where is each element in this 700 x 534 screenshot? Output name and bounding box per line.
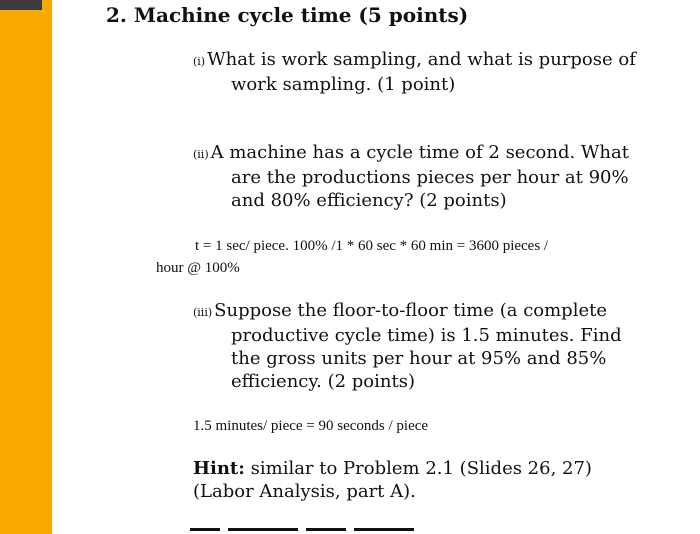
answer-ii-line-1: t = 1 sec/ piece. 100% /1 * 60 sec * 60 min = 3600 pieces / [195, 238, 549, 254]
question-iii [193, 299, 622, 393]
cut-off-next-line [190, 528, 450, 534]
question-ii-line-2: are the productions pieces per hour at 90% [231, 167, 629, 188]
question-ii [193, 141, 629, 212]
orange-sidebar [0, 0, 52, 534]
answer-iii-line-1: 1.5 minutes/ piece = 90 seconds / piece [193, 418, 429, 434]
question-iii-line-3: the gross units per hour at 95% and 85% [231, 348, 607, 369]
question-i-line-1: What is work sampling, and what is purpose of [207, 49, 636, 70]
question-iii-number: (iii) [193, 306, 213, 319]
answer-ii-line-2: hour @ 100% [156, 260, 240, 276]
question-ii-line-3: and 80% efficiency? (2 points) [231, 190, 507, 211]
question-iii-line-2: productive cycle time) is 1.5 minutes. Find [231, 325, 622, 346]
question-ii-line-1: A machine has a cycle time of 2 second. What [210, 142, 629, 163]
question-ii-number: (ii) [193, 148, 209, 161]
question-iii-line-4: efficiency. (2 points) [231, 371, 415, 392]
corner-mark [0, 0, 42, 10]
hint-line-1: similar to Problem 2.1 (Slides 26, 27) [250, 458, 592, 479]
question-i [193, 48, 636, 96]
section-heading: 2. Machine cycle time (5 points) [106, 3, 469, 27]
hint-block [193, 457, 592, 503]
question-i-line-2: work sampling. (1 point) [231, 74, 456, 95]
question-i-number: (i) [193, 55, 206, 68]
hint-label: Hint: [193, 458, 245, 479]
question-iii-line-1: Suppose the floor-to-floor time (a complete [214, 300, 607, 321]
hint-line-2: (Labor Analysis, part A). [193, 481, 416, 502]
